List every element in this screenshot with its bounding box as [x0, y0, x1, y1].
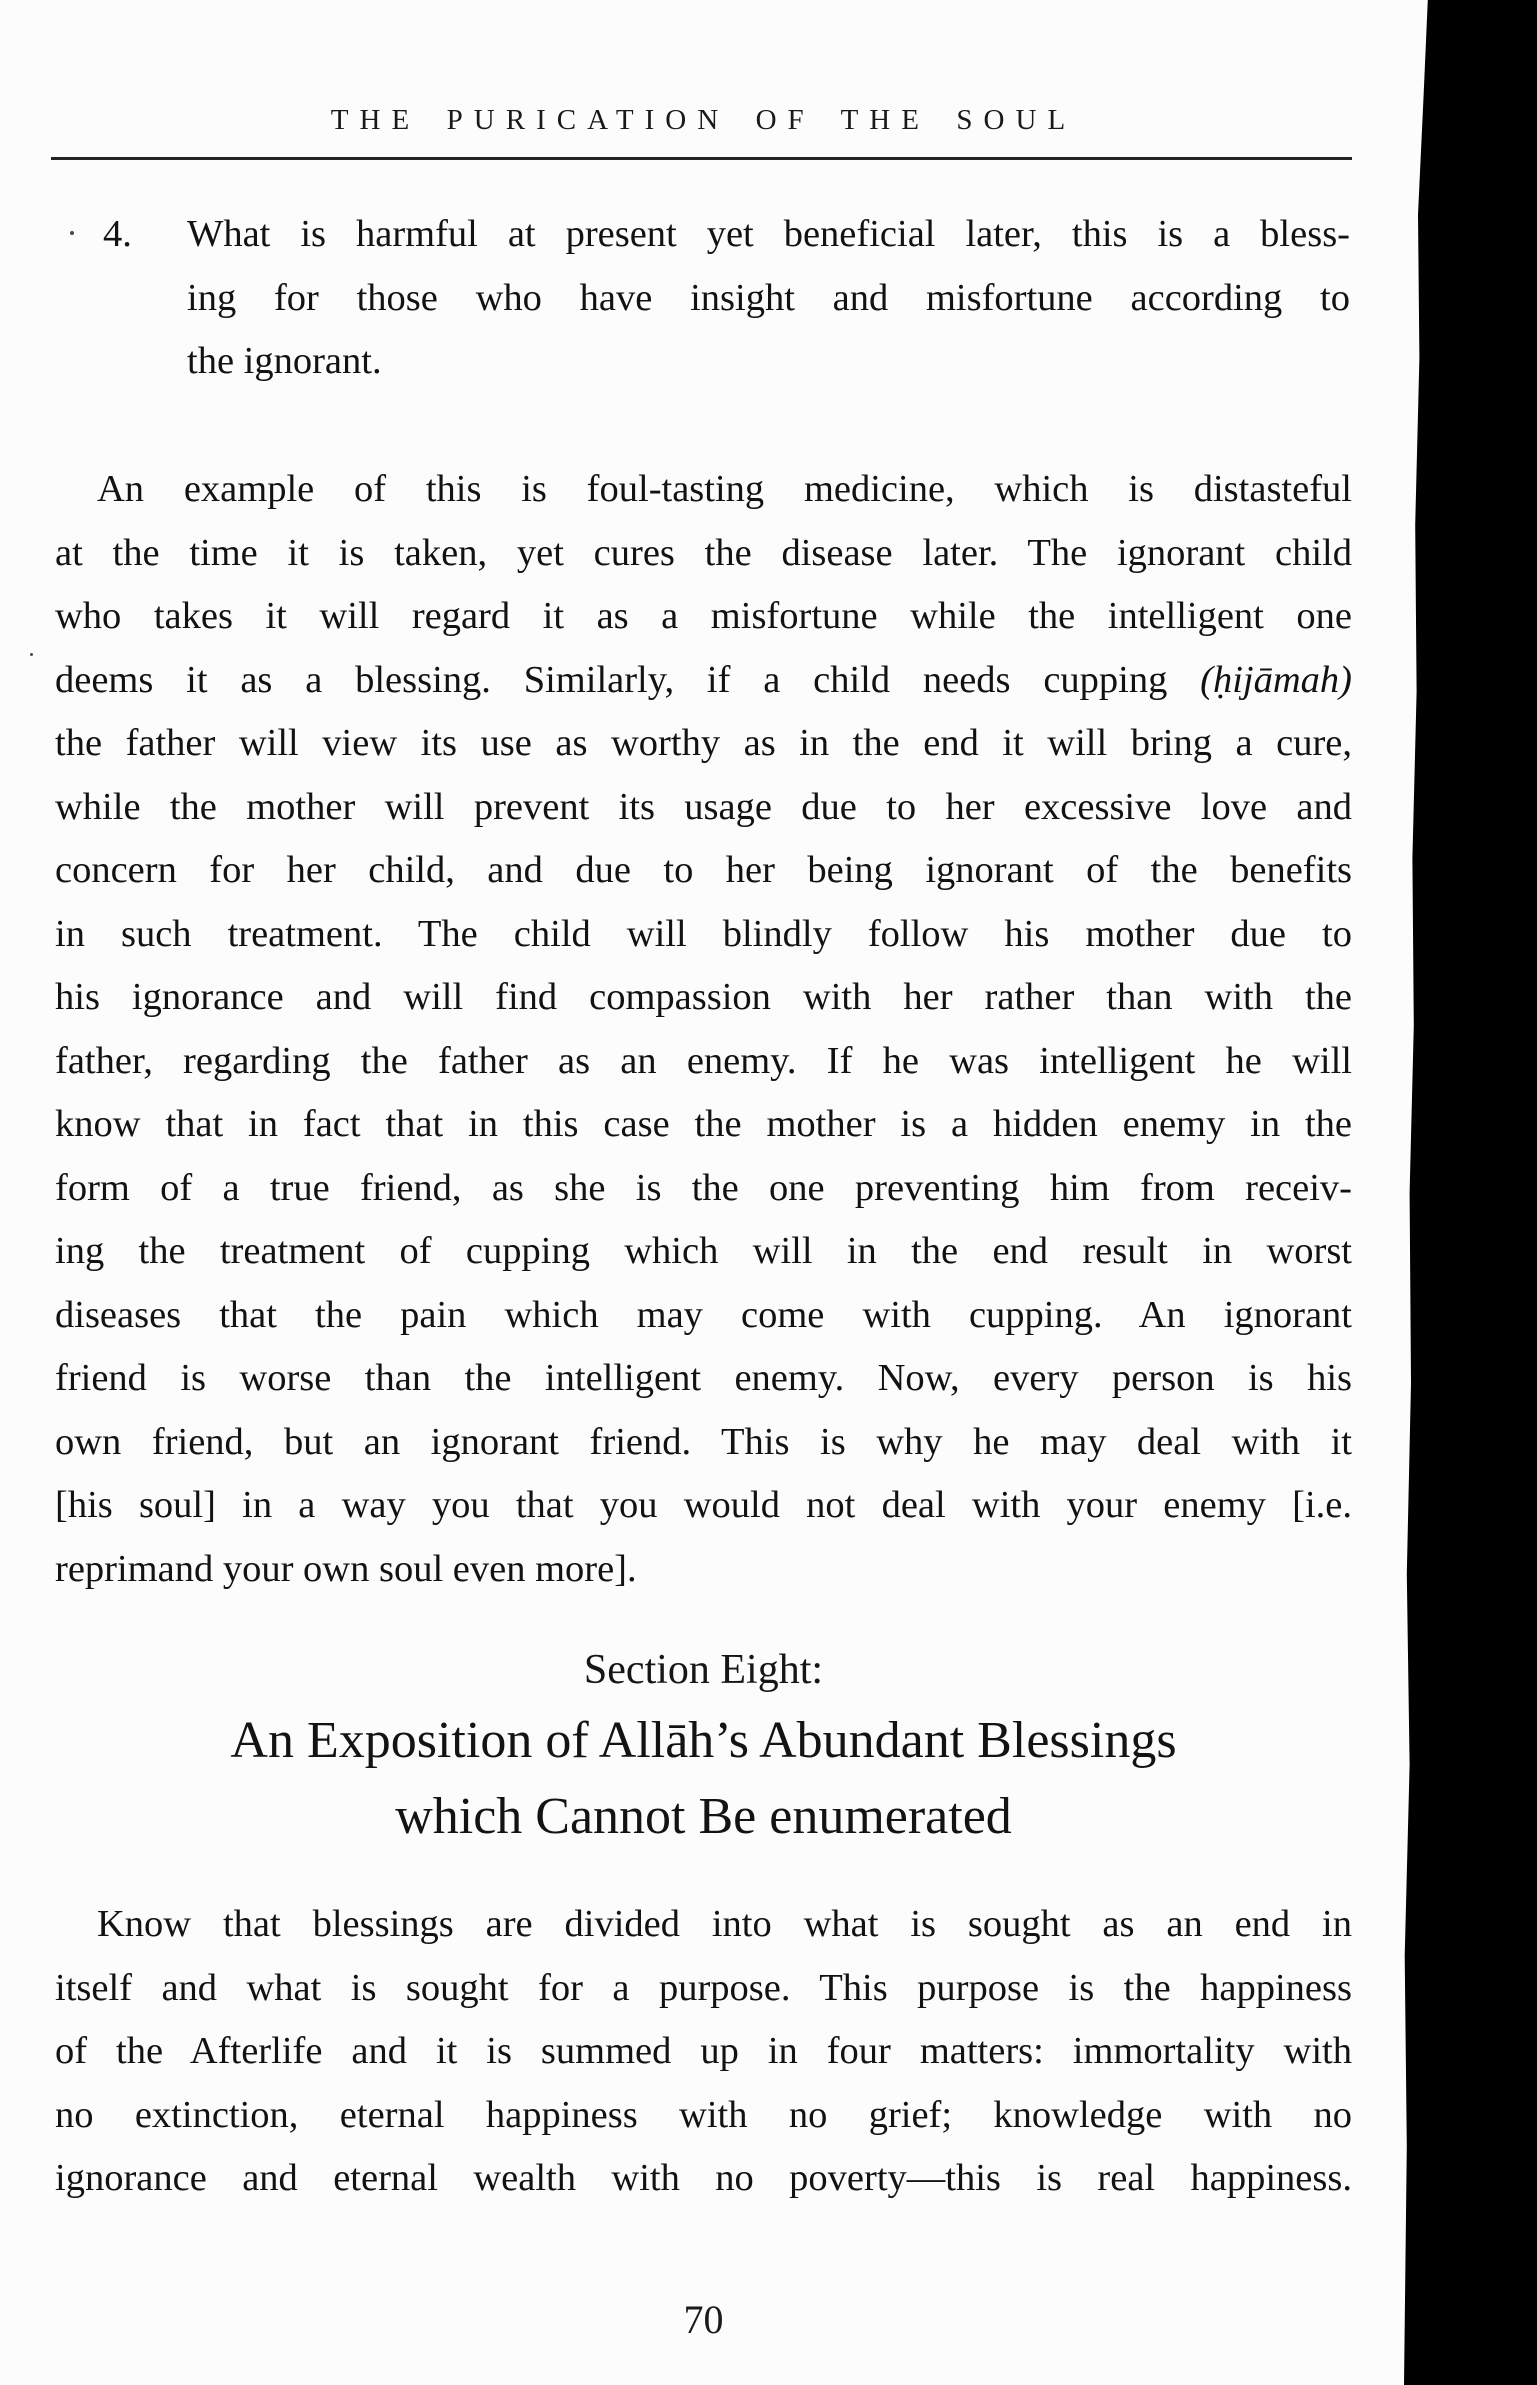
text-line: [his soul] in a way you that you would not deal with your enemy [i.e.	[55, 1484, 1352, 1526]
scan-gutter-shadow	[1397, 0, 1537, 2385]
text-line: An Exposition of Allāh’s Abundant Blessings	[230, 1712, 1177, 1769]
text-line: in such treatment. The child will blindly follow his mother due to	[55, 912, 1352, 955]
paragraph-blessings	[55, 1893, 1352, 2211]
text-line: father, regarding the father as an enemy. If he was intelligent he will	[55, 1039, 1352, 1082]
running-header: THE PURICATION OF THE SOUL	[330, 104, 1077, 136]
section-kicker: Section Eight:	[583, 1647, 824, 1693]
numbered-item	[55, 203, 1352, 394]
text-line: deems it as a blessing. Similarly, if a child needs cupping (ḥijāmah)	[55, 658, 1352, 701]
text-line: What is harmful at present yet beneficial later, this is a bless-	[187, 213, 1350, 255]
text-line: friend is worse than the intelligent enemy. Now, every person is his	[55, 1357, 1352, 1399]
text-line: of the Afterlife and it is summed up in four matters: immortality with	[55, 2030, 1352, 2072]
text-line: ing the treatment of cupping which will in the end result in worst	[55, 1230, 1352, 1272]
list-item-text	[187, 203, 1350, 394]
text-line: An example of this is foul-tasting medicine, which is distasteful	[97, 468, 1352, 510]
text-line: itself and what is sought for a purpose. This purpose is the happiness	[55, 1966, 1352, 2009]
list-item-number: 4.	[103, 213, 132, 255]
text-line: know that in fact that in this case the mother is a hidden enemy in the	[55, 1103, 1352, 1145]
paragraph-medicine-example	[55, 458, 1352, 1601]
text-line: no extinction, eternal happiness with no grief; knowledge with no	[55, 2093, 1352, 2136]
text-line: ignorance and eternal wealth with no poverty—this is real happiness.	[55, 2157, 1352, 2199]
section-title	[55, 1703, 1352, 1855]
text-line: form of a true friend, as she is the one preventing him from receiv-	[55, 1166, 1352, 1209]
scan-speck	[30, 653, 33, 656]
text-line: at the time it is taken, yet cures the disease later. The ignorant child	[55, 531, 1352, 574]
header-rule	[51, 157, 1352, 160]
text-line: who takes it will regard it as a misfortune while the intelligent one	[55, 595, 1352, 637]
text-line: while the mother will prevent its usage due to her excessive love and	[55, 785, 1352, 828]
text-line: own friend, but an ignorant friend. This is why he may deal with it	[55, 1420, 1352, 1463]
page-number: 70	[683, 2297, 724, 2342]
text-line: ing for those who have insight and misfortune according to	[187, 276, 1350, 319]
text-line: reprimand your own soul even more].	[55, 1547, 637, 1590]
text-line: his ignorance and will find compassion with her rather than with the	[55, 976, 1352, 1018]
text-line: the ignorant.	[187, 340, 382, 382]
text-line: concern for her child, and due to her being ignorant of the benefits	[55, 849, 1352, 891]
text-line: which Cannot Be enumerated	[395, 1788, 1012, 1845]
text-line: the father will view its use as worthy as in the end it will bring a cure,	[55, 722, 1352, 764]
page-content	[55, 0, 1352, 2385]
text-line: diseases that the pain which may come with cupping. An ignorant	[55, 1293, 1352, 1336]
text-line: Know that blessings are divided into what is sought as an end in	[97, 1903, 1352, 1945]
